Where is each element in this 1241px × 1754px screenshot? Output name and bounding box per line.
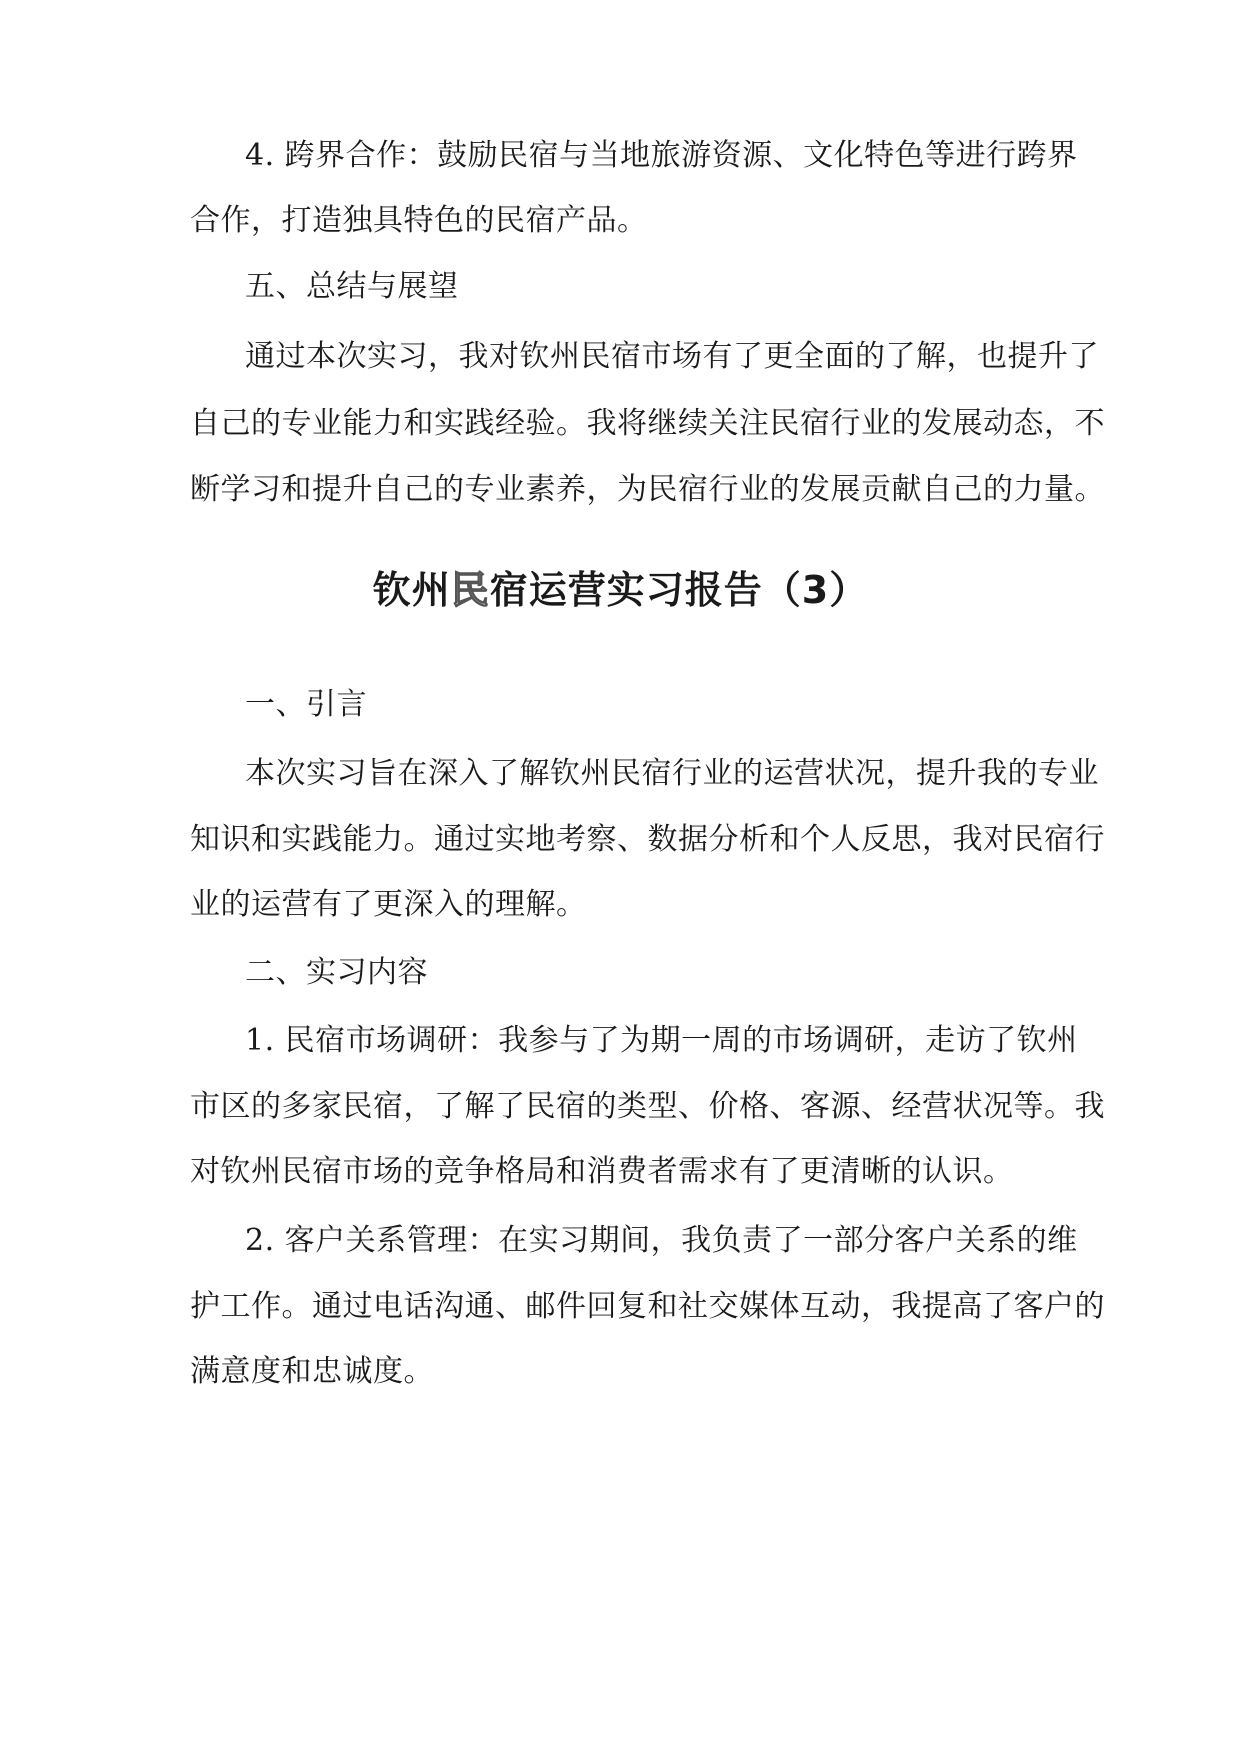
item2-line-1: 2. 客户关系管理：在实习期间，我负责了一部分客户关系的维 [245, 1223, 1078, 1258]
item4-line-1: 4. 跨界合作：鼓励民宿与当地旅游资源、文化特色等进行跨界 [245, 138, 1078, 173]
item1-line-2: 市区的多家民宿，了解了民宿的类型、价格、客源、经营状况等。我 [190, 1089, 1105, 1124]
intro-line-2: 知识和实践能力。通过实地考察、数据分析和个人反思，我对民宿行 [190, 822, 1105, 857]
item1-line-1: 1. 民宿市场调研：我参与了为期一周的市场调研，走访了钦州 [245, 1023, 1078, 1058]
title-part-1: 钦州 [372, 568, 451, 612]
heading-introduction: 一、引言 [245, 687, 367, 722]
item1-line-3: 对钦州民宿市场的竞争格局和消费者需求有了更清晰的认识。 [190, 1154, 1014, 1189]
intro-line-1: 本次实习旨在深入了解钦州民宿行业的运营状况，提升我的专业 [245, 756, 1099, 791]
item4-line-2: 合作，打造独具特色的民宿产品。 [190, 203, 648, 238]
heading-summary: 五、总结与展望 [245, 269, 459, 304]
conclusion-line-3: 断学习和提升自己的专业素养，为民宿行业的发展贡献自己的力量。 [190, 472, 1105, 507]
intro-line-3: 业的运营有了更深入的理解。 [190, 887, 587, 922]
heading-internship-content: 二、实习内容 [245, 955, 428, 990]
item2-line-3: 满意度和忠诚度。 [190, 1354, 434, 1389]
item2-line-2: 护工作。通过电话沟通、邮件回复和社交媒体互动，我提高了客户的 [190, 1289, 1105, 1324]
conclusion-line-1: 通过本次实习，我对钦州民宿市场有了更全面的了解，也提升了 [245, 339, 1099, 374]
title-part-3: 宿运营实习报告（3） [489, 568, 869, 612]
report-title [0, 565, 1241, 615]
title-part-2: 民 [450, 568, 490, 612]
conclusion-line-2: 自己的专业能力和实践经验。我将继续关注民宿行业的发展动态，不 [190, 406, 1105, 441]
